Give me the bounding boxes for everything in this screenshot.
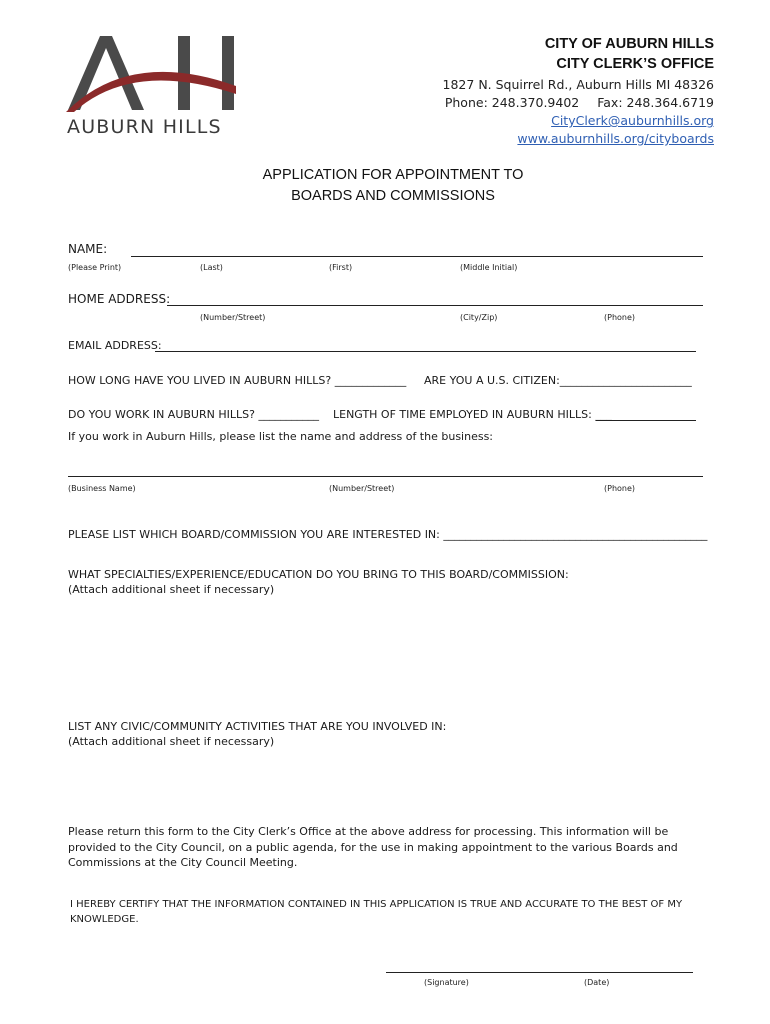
business-sub-number-street: (Number/Street) xyxy=(329,484,395,493)
logo-wordmark: AUBURN HILLS xyxy=(67,116,222,138)
header-email-link[interactable]: CityClerk@auburnhills.org xyxy=(551,113,714,128)
header-website-link[interactable]: www.auburnhills.org/cityboards xyxy=(517,131,714,146)
activities-label: LIST ANY CIVIC/COMMUNITY ACTIVITIES THAT ARE YOU INVOLVED IN: xyxy=(68,720,447,733)
name-field[interactable] xyxy=(131,256,703,257)
name-sub-first: (First) xyxy=(329,263,353,272)
address-sub-number-street: (Number/Street) xyxy=(200,313,266,322)
specialties-answer-area[interactable] xyxy=(68,600,703,710)
signature-field[interactable] xyxy=(386,972,693,973)
email-field[interactable] xyxy=(155,351,696,352)
specialties-label: WHAT SPECIALTIES/EXPERIENCE/EDUCATION DO YOU BRING TO THIS BOARD/COMMISSION: xyxy=(68,568,569,581)
signature-sub-label: (Signature) xyxy=(424,978,469,987)
business-field[interactable] xyxy=(68,476,703,477)
name-sub-last: (Last) xyxy=(200,263,223,272)
employment-length-question: LENGTH OF TIME EMPLOYED IN AUBURN HILLS: ___ xyxy=(333,408,612,421)
name-sub-middle: (Middle Initial) xyxy=(460,263,518,272)
activities-answer-area[interactable] xyxy=(68,752,703,812)
address-sub-city-zip: (City/Zip) xyxy=(460,313,498,322)
employment-length-field[interactable] xyxy=(596,420,696,421)
form-title-line1: APPLICATION FOR APPOINTMENT TO xyxy=(262,167,524,183)
name-label: NAME: xyxy=(68,242,108,256)
logo-letter-a xyxy=(68,36,144,110)
address-sub-phone: (Phone) xyxy=(604,313,636,322)
home-address-field[interactable] xyxy=(167,305,703,306)
name-sub-print: (Please Print) xyxy=(68,263,122,272)
business-sub-phone: (Phone) xyxy=(604,484,636,493)
header-address: 1827 N. Squirrel Rd., Auburn Hills MI 48326 xyxy=(442,77,714,92)
header-fax: Fax: 248.364.6719 xyxy=(597,95,714,110)
business-sub-name: (Business Name) xyxy=(68,484,136,493)
form-title-line2: BOARDS AND COMMISSIONS xyxy=(291,188,495,204)
header-office-name: CITY CLERK’S OFFICE xyxy=(556,56,714,72)
date-sub-label: (Date) xyxy=(584,978,610,987)
work-question[interactable]: DO YOU WORK IN AUBURN HILLS? ___________ xyxy=(68,408,319,421)
header-city-name: CITY OF AUBURN HILLS xyxy=(544,36,714,52)
certification-statement: I HEREBY CERTIFY THAT THE INFORMATION CONTAINED IN THIS APPLICATION IS TRUE AND ACCURATE TO THE BEST OF MY KNOWLEDGE. xyxy=(70,899,683,925)
board-interest-question[interactable]: PLEASE LIST WHICH BOARD/COMMISSION YOU ARE INTERESTED IN: ________________________________________________ xyxy=(68,528,708,541)
return-instructions: Please return this form to the City Clerk’s Office at the above address for processing. This information will be provided to the City Council, on a public agenda, for the use in making appointment to the various Boards and Commissions at the City Council Meeting. xyxy=(68,825,678,869)
specialties-note: (Attach additional sheet if necessary) xyxy=(68,583,275,596)
header-phone-fax xyxy=(445,95,714,110)
residency-question[interactable]: HOW LONG HAVE YOU LIVED IN AUBURN HILLS? _____________ xyxy=(68,374,407,387)
activities-note: (Attach additional sheet if necessary) xyxy=(68,735,275,748)
citizen-question[interactable]: ARE YOU A U.S. CITIZEN:________________________ xyxy=(424,374,692,387)
home-address-label: HOME ADDRESS: xyxy=(68,292,171,306)
header-phone: Phone: 248.370.9402 xyxy=(444,95,580,110)
email-label: EMAIL ADDRESS: xyxy=(68,339,162,352)
business-prompt: If you work in Auburn Hills, please list the name and address of the business: xyxy=(68,430,494,443)
logo-letter-h xyxy=(178,36,234,110)
